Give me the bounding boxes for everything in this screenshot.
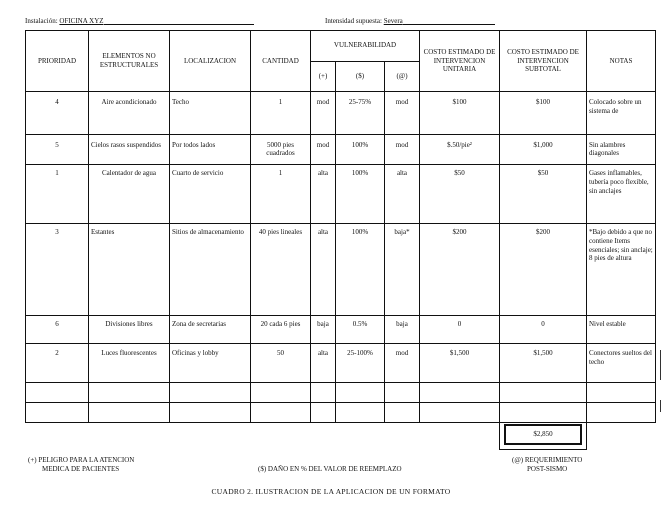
row-quantity: 40 pies lineales xyxy=(251,224,311,316)
footnote-plus-line2: MEDICA DE PACIENTES xyxy=(42,465,120,474)
row-priority: 2 xyxy=(26,344,89,383)
row-priority: 4 xyxy=(26,92,89,135)
format-table xyxy=(25,30,656,450)
row-vuln-at: mod xyxy=(385,344,420,383)
row-location: Cuarto de servicio xyxy=(170,165,251,224)
row-unit-cost: $50 xyxy=(420,165,500,224)
row-vuln-dollar: 100% xyxy=(336,165,385,224)
row-vuln-plus: baja xyxy=(311,315,336,343)
row-subtotal-cost: $100 xyxy=(500,92,587,135)
row-element: Calentador de agua xyxy=(89,165,170,224)
row-location: Techo xyxy=(170,92,251,135)
col-header-vulnerability: VULNERABILIDAD xyxy=(311,31,420,62)
intensity-underline xyxy=(403,24,495,25)
row-unit-cost: $1,500 xyxy=(420,344,500,383)
row-location: Sitios de almacenamiento xyxy=(170,224,251,316)
col-header-elements: ELEMENTOS NO ESTRUCTURALES xyxy=(89,31,170,92)
row-subtotal-cost: $50 xyxy=(500,165,587,224)
row-priority: 5 xyxy=(26,134,89,165)
row-element: Luces fluorescentes xyxy=(89,344,170,383)
installation-label: Instalación: xyxy=(25,17,58,25)
row-subtotal-cost: $200 xyxy=(500,224,587,316)
row-vuln-dollar: 25-100% xyxy=(336,344,385,383)
row-location: Oficinas y lobby xyxy=(170,344,251,383)
table-row xyxy=(26,165,656,224)
footnote-plus xyxy=(28,456,134,474)
figure-caption: CUADRO 2. ILUSTRACION DE LA APLICACION DE UN FORMATO xyxy=(211,487,451,496)
col-header-priority: PRIORIDAD xyxy=(26,31,89,92)
row-quantity: 1 xyxy=(251,165,311,224)
row-vuln-dollar: 100% xyxy=(336,224,385,316)
row-vuln-at: mod xyxy=(385,134,420,165)
empty-row xyxy=(26,382,656,402)
row-quantity: 1 xyxy=(251,92,311,135)
row-notes: Sin alambres diagonales xyxy=(587,134,656,165)
col-header-subtotal-cost: COSTO ESTIMADO DE INTERVENCION SUBTOTAL xyxy=(500,31,587,92)
total-cell xyxy=(500,423,587,450)
row-unit-cost: $.50/pie² xyxy=(420,134,500,165)
row-subtotal-cost: $1,000 xyxy=(500,134,587,165)
table-row xyxy=(26,224,656,316)
row-element: Cielos rasos suspendidos xyxy=(89,134,170,165)
row-subtotal-cost: $1,500 xyxy=(500,344,587,383)
row-notes: Nivel estable xyxy=(587,315,656,343)
installation-value: OFICINA XYZ xyxy=(59,17,104,25)
scan-edge-mark xyxy=(660,400,661,412)
row-element: Divisiones libres xyxy=(89,315,170,343)
col-header-quantity: CANTIDAD xyxy=(251,31,311,92)
table-row xyxy=(26,134,656,165)
table-row xyxy=(26,92,656,135)
col-header-vuln-at: (@) xyxy=(385,61,420,92)
installation-header xyxy=(25,17,254,25)
intensity-value: Severa xyxy=(383,17,403,25)
total-row xyxy=(26,423,656,450)
col-header-location: LOCALIZACION xyxy=(170,31,251,92)
row-subtotal-cost: 0 xyxy=(500,315,587,343)
row-notes: *Bajo debido a que no contiene Items esenciales; sin anclaje; 8 pies de altura xyxy=(587,224,656,316)
footnote-dollar: ($) DAÑO EN % DEL VALOR DE REEMPLAZO xyxy=(258,465,402,473)
footnote-at-line1: (@) REQUERIMIENTO xyxy=(512,456,583,464)
row-location: Zona de secretarias xyxy=(170,315,251,343)
row-vuln-dollar: 25-75% xyxy=(336,92,385,135)
col-header-notes: NOTAS xyxy=(587,31,656,92)
footnote-at xyxy=(512,456,582,474)
row-location: Por todos lados xyxy=(170,134,251,165)
row-vuln-plus: alta xyxy=(311,224,336,316)
table-row xyxy=(26,315,656,343)
row-priority: 3 xyxy=(26,224,89,316)
row-quantity: 20 cada 6 pies xyxy=(251,315,311,343)
row-vuln-at: alta xyxy=(385,165,420,224)
row-vuln-at: mod xyxy=(385,92,420,135)
row-quantity: 50 xyxy=(251,344,311,383)
row-unit-cost: $100 xyxy=(420,92,500,135)
row-vuln-dollar: 0.5% xyxy=(336,315,385,343)
row-priority: 6 xyxy=(26,315,89,343)
row-priority: 1 xyxy=(26,165,89,224)
col-header-vuln-dollar: ($) xyxy=(336,61,385,92)
row-vuln-plus: alta xyxy=(311,344,336,383)
row-vuln-plus: mod xyxy=(311,134,336,165)
row-vuln-at: baja xyxy=(385,315,420,343)
intensity-header xyxy=(325,17,495,25)
table-row xyxy=(26,344,656,383)
empty-row xyxy=(26,403,656,423)
row-vuln-at: baja* xyxy=(385,224,420,316)
row-notes: Conectores sueltos del techo xyxy=(587,344,656,383)
row-vuln-plus: alta xyxy=(311,165,336,224)
scan-edge-mark xyxy=(660,350,661,380)
intensity-label: Intensidad supuesta: xyxy=(325,17,382,25)
row-quantity: 5000 pies cuadrados xyxy=(251,134,311,165)
footnote-at-line2: POST-SISMO xyxy=(527,465,568,474)
row-vuln-plus: mod xyxy=(311,92,336,135)
total-value: $2,850 xyxy=(504,424,582,445)
row-notes: Gases inflamables, tubería poco flexible, sin anclajes xyxy=(587,165,656,224)
footnote-plus-line1: (+) PELIGRO PARA LA ATENCION xyxy=(28,456,135,464)
row-unit-cost: 0 xyxy=(420,315,500,343)
row-element: Aire acondicionado xyxy=(89,92,170,135)
installation-underline xyxy=(104,24,254,25)
col-header-unit-cost: COSTO ESTIMADO DE INTERVENCION UNITARIA xyxy=(420,31,500,92)
row-element: Estantes xyxy=(89,224,170,316)
row-notes: Colocado sobre un sistema de xyxy=(587,92,656,135)
table-header-row-1 xyxy=(26,31,656,62)
row-unit-cost: $200 xyxy=(420,224,500,316)
col-header-vuln-plus: (+) xyxy=(311,61,336,92)
row-vuln-dollar: 100% xyxy=(336,134,385,165)
